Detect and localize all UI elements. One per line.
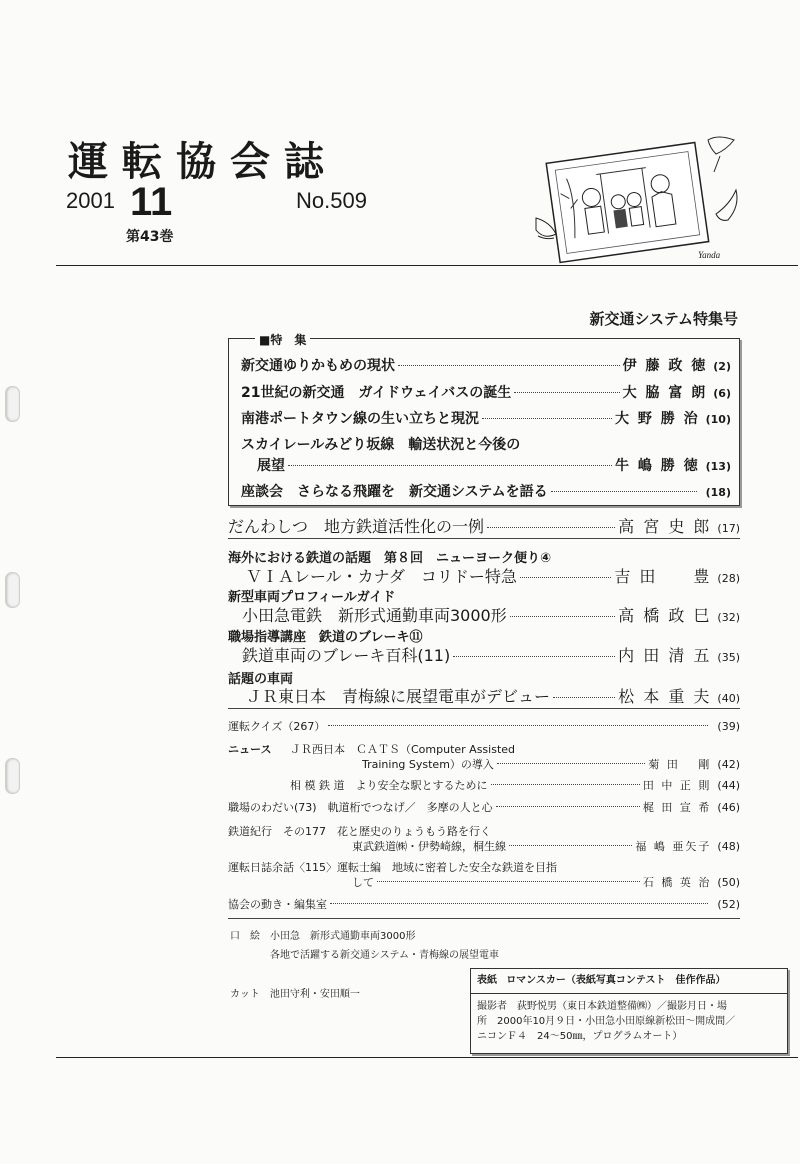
entry-page: (44) (717, 779, 740, 792)
cover-label: 表紙 (477, 975, 497, 986)
toc-entry[interactable] (228, 514, 740, 537)
entry-author: 大 野 勝 治 (615, 411, 700, 427)
entry-title: 小田急電鉄 新形式通勤車両3000形 (242, 606, 507, 625)
toc-entry[interactable] (228, 799, 740, 815)
family-photo-illustration (530, 128, 760, 264)
entry-title: 運転日誌余話〈115〉運転士編 地域に密着した安全な鉄道を目指 (228, 861, 557, 874)
news-label: ニュース (228, 743, 272, 756)
entry-title: 鉄道車両のブレーキ百科(11) (242, 646, 451, 665)
entry-page: (32) (717, 611, 740, 624)
entry-author: 松 本 重 夫 (618, 687, 712, 706)
divider (228, 918, 740, 919)
entry-author: 牛 嶋 勝 徳 (615, 458, 700, 474)
entry-title: 相 模 鉄 道 より安全な駅とするために (290, 779, 488, 792)
entry-title: ＪＲ西日本 ＣＡＴＳ（Computer Assisted (290, 743, 516, 756)
entry-author: 菊 田 剛 (648, 758, 712, 771)
cover-info-box (470, 968, 788, 1054)
entry-author: 福 嶋 亜矢子 (635, 840, 712, 853)
toc-entry[interactable] (352, 838, 740, 854)
entry-page: (50) (717, 876, 740, 889)
toc-entry[interactable] (228, 718, 740, 734)
entry-page: (48) (717, 840, 740, 853)
entry-author: 石 橋 英 治 (642, 876, 712, 889)
entry-page: (17) (717, 522, 740, 535)
entry-title: 南港ポートタウン線の生い立ちと現況 (241, 411, 479, 427)
entry-page: (6) (713, 387, 731, 400)
toc-entry[interactable] (242, 603, 740, 626)
toc-entry[interactable] (241, 408, 731, 428)
volume-number: 第43巻 (126, 229, 174, 245)
toc-entry[interactable] (362, 756, 740, 772)
entry-page: (40) (717, 692, 740, 705)
entry-page: (52) (717, 898, 740, 911)
entry-page: (28) (717, 572, 740, 585)
entry-title: 21世紀の新交通 ガイドウェイバスの誕生 (241, 385, 512, 401)
issue-year: 2001 (66, 188, 115, 213)
entry-heading: 新型車両プロフィールガイド (228, 590, 396, 605)
entry-author: 内 田 清 五 (618, 646, 712, 665)
footer-divider (56, 1057, 798, 1058)
cover-line2: 所 2000年10月９日・小田急小田原線新松田～開成間／ (477, 1016, 736, 1027)
entry-author: 吉 田 豊 (614, 567, 712, 586)
entry-title: 職場のわだい(73) 軌道桁でつなげ／ 多摩の人と心 (228, 801, 493, 814)
entry-title: 協会の動き・編集室 (228, 898, 327, 911)
entry-heading: 話題の車両 (228, 672, 294, 687)
feature-label: ■特 集 (255, 331, 310, 348)
binder-hole (5, 758, 20, 794)
entry-title: ＪＲ東日本 青梅線に展望電車がデビュー (246, 687, 551, 706)
divider (228, 538, 740, 539)
toc-entry[interactable] (241, 481, 731, 501)
cover-line1: 撮影者 荻野悦男（東日本鉄道整備㈱）／撮影月日・場 (477, 1001, 727, 1012)
entry-page: (10) (705, 413, 731, 426)
divider (228, 708, 740, 709)
illustration-signature: Yanda (698, 250, 721, 260)
frontispiece-label: 口 絵 (230, 931, 260, 942)
toc-entry[interactable] (228, 896, 740, 912)
entry-page: (2) (713, 360, 731, 373)
entry-page: (18) (705, 486, 731, 499)
entry-page: (42) (717, 758, 740, 771)
issue-month: 11 (130, 180, 173, 224)
entry-author: 大 脇 富 朗 (622, 385, 708, 401)
special-issue-title: 新交通システム特集号 (589, 310, 738, 328)
frontispiece-line2: 各地で活躍する新交通システム・青梅線の展望電車 (270, 950, 499, 961)
entry-title: 鉄道紀行 その177 花と歴史のりょうもう路を行く (228, 825, 491, 838)
toc-entry[interactable] (257, 455, 731, 475)
entry-author: 梶 田 宣 希 (642, 801, 712, 814)
binder-hole (5, 572, 20, 608)
toc-entry[interactable] (241, 382, 731, 402)
entry-page: (39) (717, 720, 740, 733)
cover-line3: ニコンＦ４ 24～50㎜，プログラムオート） (477, 1031, 683, 1042)
entry-author: 田 中 正 則 (642, 779, 712, 792)
toc-entry[interactable] (241, 355, 731, 375)
illustration-credits: カット 池田守利・安田順一 (230, 989, 360, 1000)
toc-entry[interactable] (246, 684, 740, 707)
cover-title: ロマンスカー（表紙写真コンテスト 佳作作品） (506, 975, 726, 986)
entry-title: 運転クイズ（267） (228, 720, 326, 733)
entry-author: 高 宮 史 郎 (618, 517, 712, 536)
entry-page: (13) (705, 460, 731, 473)
binder-hole (5, 386, 20, 422)
entry-title-cont: 展望 (257, 458, 285, 474)
entry-heading: 海外における鉄道の話題 第８回 ニューヨーク便り④ (228, 551, 552, 566)
entry-author: 伊 藤 政 徳 (622, 358, 708, 374)
entry-page: (46) (717, 801, 740, 814)
entry-title-cont: 東武鉄道㈱・伊勢崎線，桐生線 (352, 840, 506, 853)
toc-entry[interactable] (246, 564, 740, 587)
entry-author: 高 橋 政 巳 (618, 606, 712, 625)
entry-heading: 職場指導講座 鉄道のブレーキ⑪ (228, 630, 423, 645)
frontispiece-line1: 小田急 新形式通勤車両3000形 (270, 931, 416, 942)
entry-title-cont: して (352, 876, 374, 889)
entry-title: ＶＩＡレール・カナダ コリドー特急 (246, 567, 517, 586)
issue-number: No.509 (296, 188, 367, 213)
toc-entry[interactable] (290, 777, 740, 793)
entry-title-cont: Training System）の導入 (362, 758, 494, 771)
entry-page: (35) (717, 651, 740, 664)
entry-title: 新交通ゆりかもめの現状 (241, 358, 395, 374)
toc-entry[interactable] (352, 874, 740, 890)
magazine-title: 運転協会誌 (68, 139, 338, 185)
entry-title: スカイレールみどり坂線 輸送状況と今後の (241, 437, 521, 453)
entry-title: 座談会 さらなる飛躍を 新交通システムを語る (241, 484, 548, 500)
toc-entry[interactable] (242, 643, 740, 666)
header-divider (56, 265, 798, 266)
entry-title: だんわしつ 地方鉄道活性化の一例 (228, 517, 485, 536)
